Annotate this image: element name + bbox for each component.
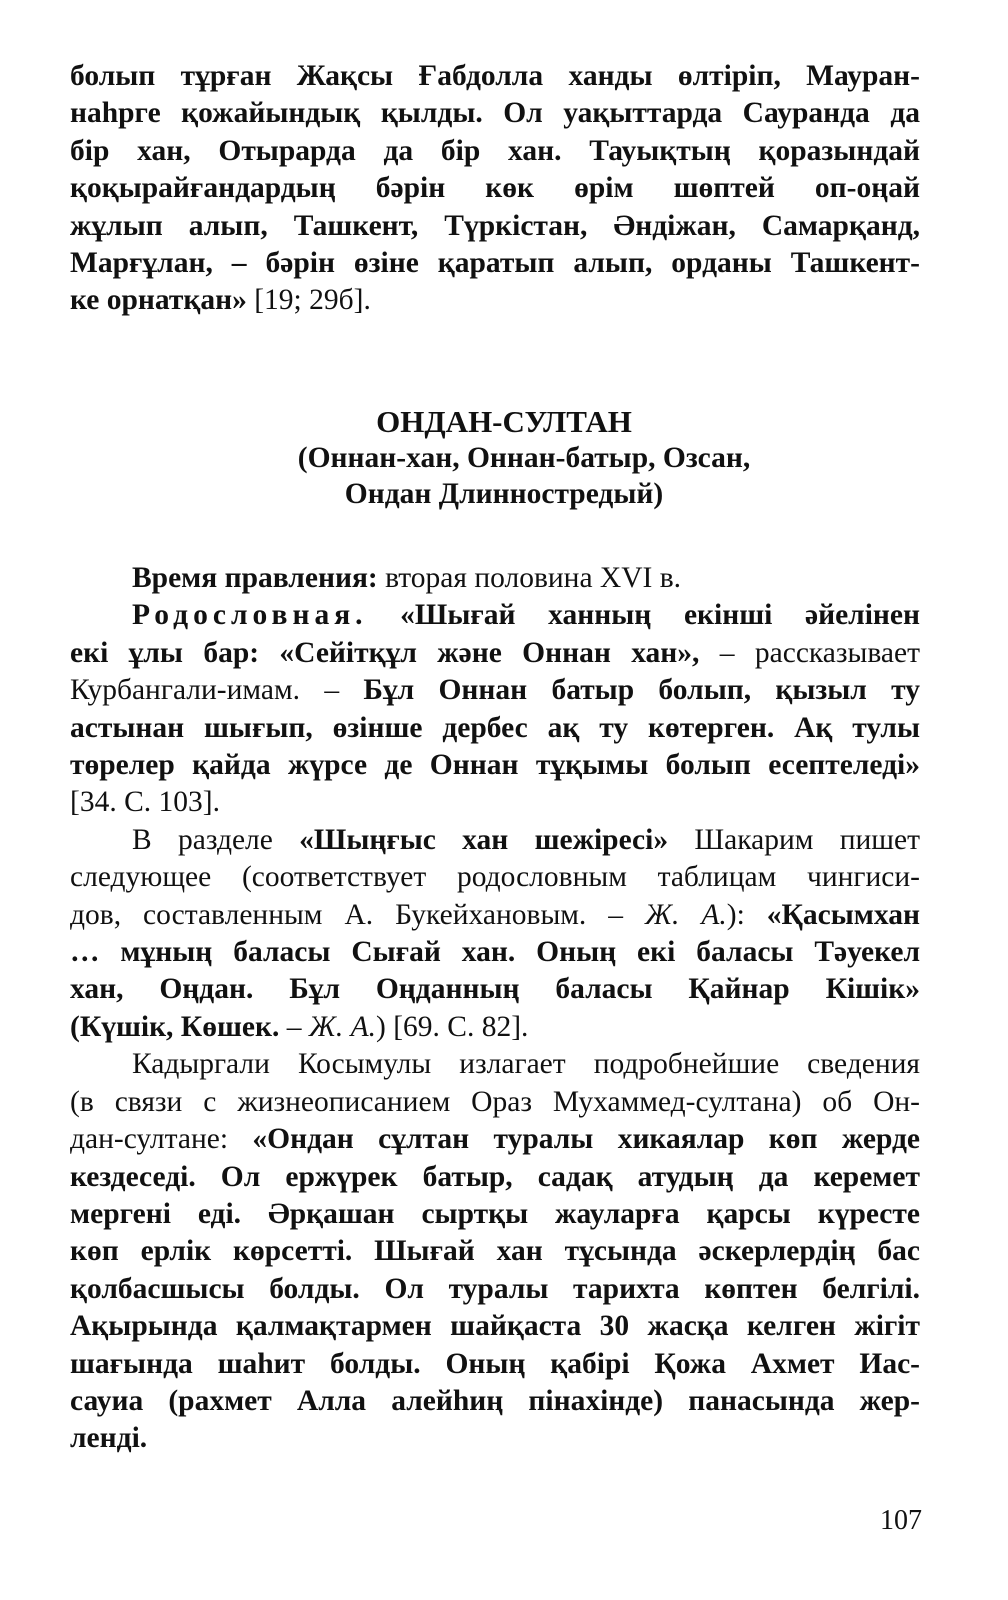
text-line [70, 822, 920, 859]
quote-text: ке орнатқан» [70, 284, 247, 317]
text-line: жұлып алып, Ташкент, Түркістан, Әндіжан, Самарқанд, [70, 209, 920, 242]
text-line: бір хан, Отырарда да бір хан. Тауықтың қоразындай [70, 134, 920, 167]
section-title: ОНДАН-СУЛТАН [376, 404, 632, 439]
text-line: шағында шаһит болды. Оның қабірі Қожа Ахмет Иас- [70, 1347, 920, 1380]
plain-text: дов, составленным А. Букейхановым. – [70, 898, 645, 931]
text-line: қоқырайғандардың бәрін көк өрім шөптей оп-оңай [70, 172, 920, 205]
text-line: [34. С. 103]. [70, 786, 220, 819]
text-line [70, 597, 920, 634]
text-line: … мұның баласы Сығай хан. Оның екі баласы Тәуекел [70, 936, 920, 969]
quote-text: (Күшік, Көшек. [70, 1010, 280, 1043]
text-line: сауиа (рахмет Алла алейһиң пінахінде) панасында жер- [70, 1384, 920, 1417]
text-line [70, 1009, 920, 1046]
italic-text: Ж. А. [645, 898, 727, 931]
section-heading [0, 404, 1008, 512]
text-line: кездеседі. Ол ержүрек батыр, садақ атудың да керемет [70, 1160, 920, 1193]
text-line [70, 1121, 920, 1158]
reign-label: Время правления: [132, 562, 378, 594]
top-paragraph [70, 58, 920, 320]
plain-text: – рассказывает [699, 636, 920, 669]
plain-text: Курбангали-имам. – [70, 674, 364, 707]
text-line: Марғұлан, – бәрін өзіне қаратып алып, орданы Ташкент- [70, 247, 920, 280]
text-line [70, 282, 920, 319]
plain-text: ) [69. С. 82]. [376, 1010, 529, 1043]
text-line: следующее (соответствует родословным таблицам чингиси- [70, 861, 920, 894]
text-line [70, 672, 920, 709]
text-line: ленді. [70, 1422, 148, 1455]
genealogy-label: Родословная. [132, 599, 368, 632]
text-line: хан, Оңдан. Бұл Оңданның баласы Қайнар Кішік» [70, 973, 920, 1006]
italic-text: Ж. А. [308, 1010, 376, 1043]
plain-text: – [279, 1010, 309, 1043]
text-line: қолбасшысы болды. Ол туралы тарихта көптен белгілі. [70, 1272, 920, 1305]
plain-text: дан-султане: [70, 1123, 253, 1156]
section-subtitle-line1: (Оннан-хан, Оннан-батыр, Озсан, [297, 442, 751, 474]
plain-text: Шакарим пишет [668, 823, 920, 856]
text-line: төрелер қайда жүрсе де Оннан тұқымы болып есептеледі» [70, 749, 920, 782]
section-subtitle-line2: Ондан Длинностредый) [344, 478, 664, 510]
reign-line [70, 560, 920, 597]
text-line [70, 897, 920, 934]
page-number: 107 [880, 1505, 922, 1536]
quote-text: екі ұлы бар: «Сейітқұл және Оннан хан», [70, 636, 700, 669]
quote-text: Бұл Оннан батыр болып, қызыл ту [363, 674, 921, 707]
quote-text: «Қасымхан [766, 898, 920, 931]
text-line: болып тұрған Жақсы Ғабдолла ханды өлтіріп, Мауран- [70, 60, 920, 92]
text-line: көп ерлік көрсетті. Шығай хан тұсында әскерлердің бас [70, 1235, 920, 1268]
text-line [70, 635, 920, 672]
citation: [19; 29б]. [246, 284, 371, 317]
plain-text: В разделе [132, 823, 300, 856]
quote-text: «Шығай ханның екінші әйелінен [367, 599, 920, 632]
plain-text: ): [726, 898, 767, 931]
text-line: Кадыргали Косымулы излагает подробнейшие сведения [132, 1048, 920, 1081]
reign-value: вторая половина XVI в. [377, 562, 682, 594]
body-text [70, 560, 920, 1458]
text-line: астынан шығып, өзінше дербес ақ ту көтерген. Ақ тулы [70, 711, 920, 744]
text-line: наһрге қожайындық қылды. Ол уақыттарда Сауранда да [70, 97, 920, 130]
quote-text: «Ондан сұлтан туралы хикаялар көп жерде [252, 1123, 921, 1156]
text-line: мергені еді. Әрқашан сыртқы жауларға қарсы күресте [70, 1197, 920, 1230]
text-line: Ақырында қалмақтармен шайқаста 30 жасқа келген жігіт [70, 1310, 920, 1343]
text-line: (в связи с жизнеописанием Ораз Мухаммед-султана) об Он- [70, 1085, 920, 1118]
quote-text: «Шыңғыс хан шежіресі» [299, 823, 669, 856]
